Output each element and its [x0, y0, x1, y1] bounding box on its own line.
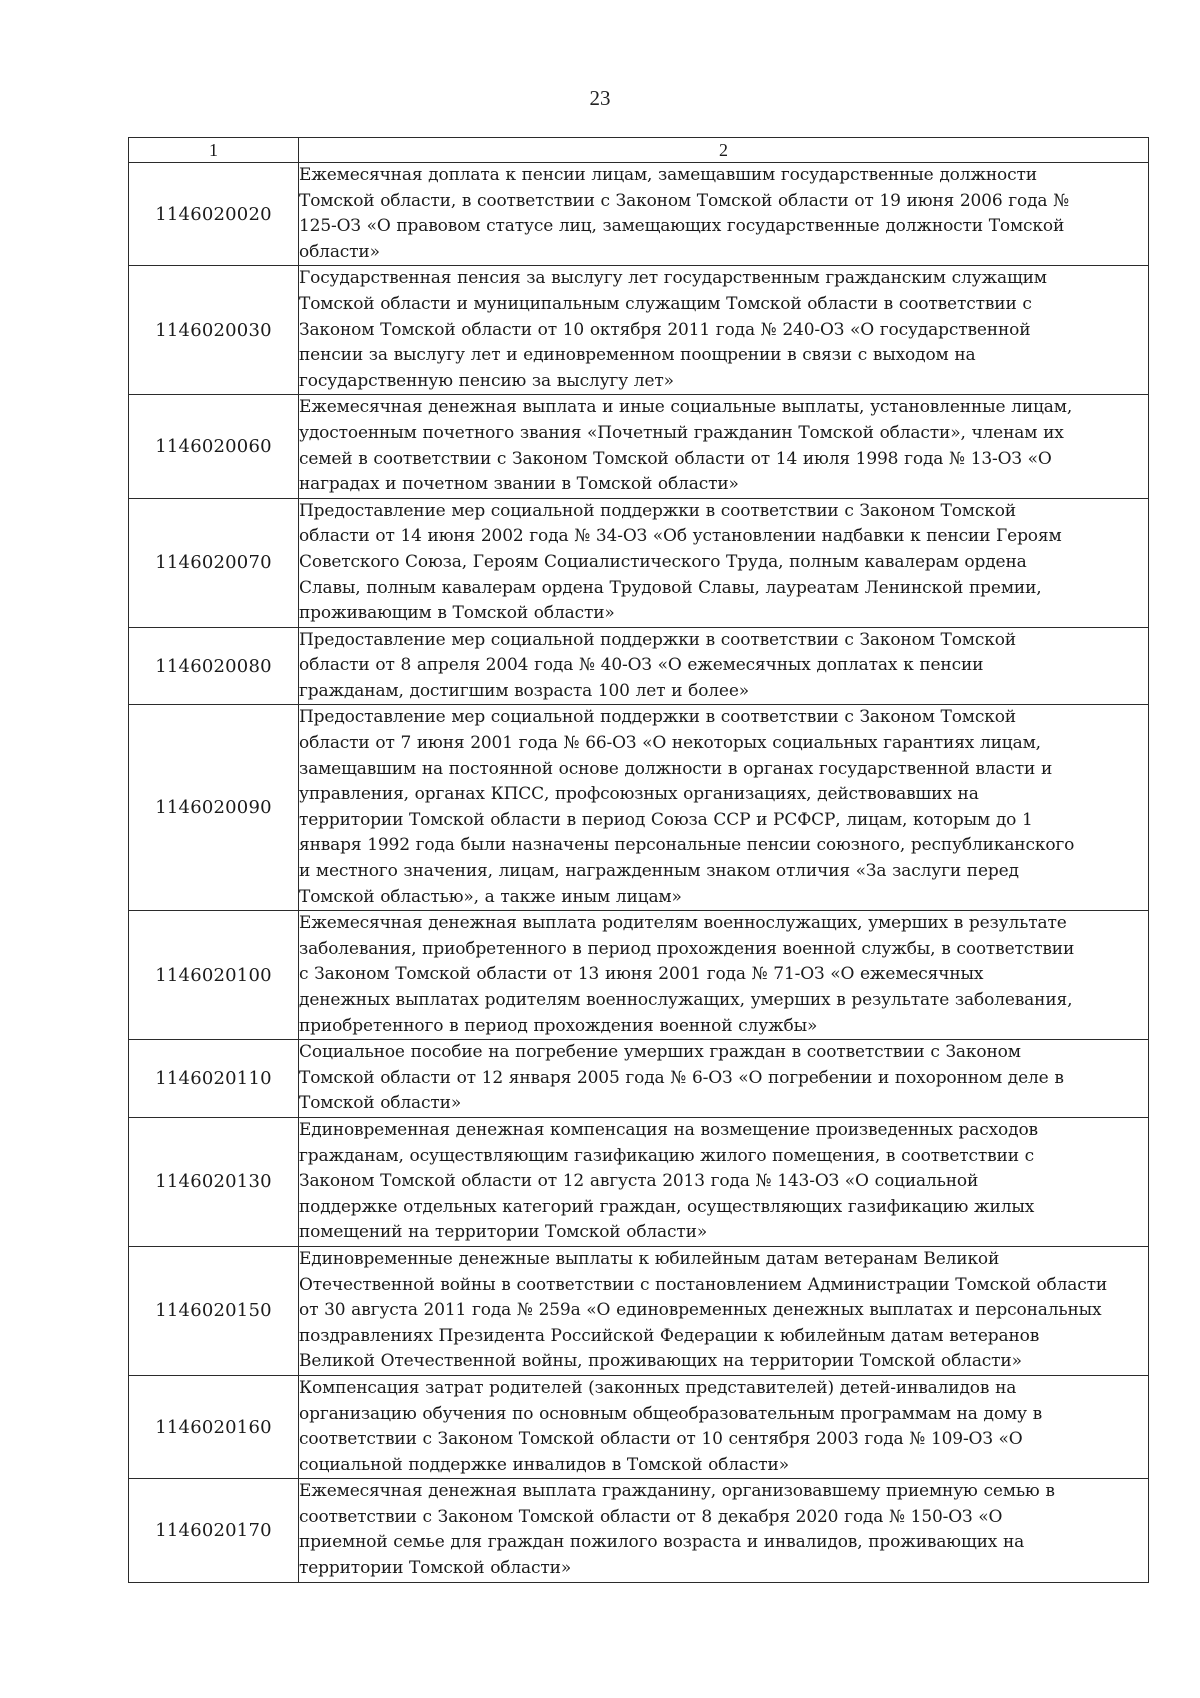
- table-row: [129, 911, 1149, 1040]
- table-row: [129, 163, 1149, 266]
- table-row: [129, 705, 1149, 911]
- description-line: соответствии с Законом Томской области от 8 декабря 2020 года № 150-ОЗ «О: [299, 1506, 1003, 1527]
- classification-code: 1146020080: [129, 627, 299, 705]
- description-line: приобретенного в период прохождения военной службы»: [299, 1015, 818, 1036]
- description-line: Отечественной войны в соответствии с постановлением Администрации Томской области: [299, 1274, 1108, 1295]
- description-line: Славы, полным кавалерам ордена Трудовой Славы, лауреатам Ленинской премии,: [299, 577, 1042, 598]
- column-header-description: 2: [299, 138, 1149, 163]
- description-line: Великой Отечественной войны, проживающих на территории Томской области»: [299, 1351, 1022, 1372]
- description-line: Законом Томской области от 10 октября 2011 года № 240-ОЗ «О государственной: [299, 319, 1031, 340]
- description-line: поддержке отдельных категорий граждан, осуществляющих газификацию жилых: [299, 1196, 1035, 1217]
- classification-description: [299, 163, 1149, 266]
- classification-description: [299, 627, 1149, 705]
- budget-classification-table: [128, 137, 1149, 1583]
- description-line: Компенсация затрат родителей (законных представителей) детей-инвалидов на: [299, 1377, 1017, 1398]
- description-line: Ежемесячная денежная выплата и иные социальные выплаты, установленные лицам,: [299, 397, 1073, 418]
- description-line: управления, органах КПСС, профсоюзных организациях, действовавших на: [299, 784, 979, 805]
- table-row: [129, 1117, 1149, 1246]
- description-line: гражданам, достигшим возраста 100 лет и более»: [299, 680, 749, 701]
- description-line: помещений на территории Томской области»: [299, 1222, 708, 1243]
- column-header-code: 1: [129, 138, 299, 163]
- description-line: Томской области и муниципальным служащим Томской области в соответствии с: [299, 293, 1032, 314]
- table-row: [129, 1479, 1149, 1582]
- classification-code: 1146020170: [129, 1479, 299, 1582]
- description-line: Единовременная денежная компенсация на возмещение произведенных расходов: [299, 1119, 1038, 1140]
- classification-code: 1146020060: [129, 395, 299, 498]
- description-line: области от 8 апреля 2004 года № 40-ОЗ «О ежемесячных доплатах к пенсии: [299, 655, 984, 676]
- classification-description: [299, 705, 1149, 911]
- description-line: Предоставление мер социальной поддержки в соответствии с Законом Томской: [299, 629, 1016, 650]
- table-body: [129, 163, 1149, 1583]
- description-line: Советского Союза, Героям Социалистического Труда, полным кавалерам ордена: [299, 551, 1027, 572]
- classification-code: 1146020030: [129, 266, 299, 395]
- description-line: области»: [299, 241, 380, 262]
- classification-description: [299, 911, 1149, 1040]
- classification-code: 1146020110: [129, 1040, 299, 1118]
- classification-code: 1146020020: [129, 163, 299, 266]
- classification-code: 1146020070: [129, 498, 299, 627]
- description-line: организацию обучения по основным общеобразовательным программам на дому в: [299, 1403, 1043, 1424]
- description-line: от 30 августа 2011 года № 259а «О единовременных денежных выплатах и персональных: [299, 1300, 1102, 1321]
- classification-code: 1146020100: [129, 911, 299, 1040]
- description-line: территории Томской области в период Союза ССР и РСФСР, лицам, которым до 1: [299, 809, 1033, 830]
- description-line: Законом Томской области от 12 августа 2013 года № 143-ОЗ «О социальной: [299, 1171, 979, 1192]
- description-line: Единовременные денежные выплаты к юбилейным датам ветеранам Великой: [299, 1248, 1000, 1269]
- table-row: [129, 1375, 1149, 1478]
- table-row: [129, 395, 1149, 498]
- description-line: приемной семье для граждан пожилого возраста и инвалидов, проживающих на: [299, 1532, 1025, 1553]
- description-line: и местного значения, лицам, награжденным знаком отличия «За заслуги перед: [299, 861, 1019, 882]
- classification-description: [299, 1040, 1149, 1118]
- description-line: с Законом Томской области от 13 июня 2001 года № 71-ОЗ «О ежемесячных: [299, 964, 984, 985]
- description-line: Предоставление мер социальной поддержки в соответствии с Законом Томской: [299, 500, 1016, 521]
- description-line: поздравлениях Президента Российской Федерации к юбилейным датам ветеранов: [299, 1325, 1040, 1346]
- description-line: Предоставление мер социальной поддержки в соответствии с Законом Томской: [299, 707, 1016, 728]
- page-number: 23: [589, 86, 611, 110]
- classification-description: [299, 1246, 1149, 1375]
- table-row: [129, 498, 1149, 627]
- description-line: Ежемесячная денежная выплата гражданину, организовавшему приемную семью в: [299, 1481, 1055, 1502]
- classification-description: [299, 498, 1149, 627]
- classification-description: [299, 1375, 1149, 1478]
- description-line: наградах и почетном звании в Томской области»: [299, 474, 739, 495]
- description-line: 125-ОЗ «О правовом статусе лиц, замещающих государственные должности Томской: [299, 216, 1065, 237]
- description-line: Социальное пособие на погребение умерших граждан в соответствии с Законом: [299, 1042, 1021, 1063]
- table-row: [129, 627, 1149, 705]
- description-line: области от 14 июня 2002 года № 34-ОЗ «Об установлении надбавки к пенсии Героям: [299, 526, 1062, 547]
- classification-code: 1146020090: [129, 705, 299, 911]
- classification-description: [299, 266, 1149, 395]
- description-line: области от 7 июня 2001 года № 66-ОЗ «О некоторых социальных гарантиях лицам,: [299, 733, 1041, 754]
- classification-description: [299, 395, 1149, 498]
- classification-code: 1146020130: [129, 1117, 299, 1246]
- description-line: января 1992 года были назначены персональные пенсии союзного, республиканского: [299, 835, 1075, 856]
- description-line: заболевания, приобретенного в период прохождения военной службы, в соответствии: [299, 938, 1075, 959]
- description-line: гражданам, осуществляющим газификацию жилого помещения, в соответствии с: [299, 1145, 1035, 1166]
- description-line: социальной поддержке инвалидов в Томской области»: [299, 1454, 789, 1475]
- table-row: [129, 266, 1149, 395]
- description-line: Томской области, в соответствии с Законом Томской области от 19 июня 2006 года №: [299, 190, 1070, 211]
- description-line: Томской области от 12 января 2005 года № 6-ОЗ «О погребении и похоронном деле в: [299, 1067, 1064, 1088]
- description-line: Государственная пенсия за выслугу лет государственным гражданским служащим: [299, 268, 1047, 289]
- table-row: [129, 1246, 1149, 1375]
- table-header-row: [129, 138, 1149, 163]
- description-line: семей в соответствии с Законом Томской области от 14 июля 1998 года № 13-ОЗ «О: [299, 448, 1052, 469]
- description-line: территории Томской области»: [299, 1558, 572, 1579]
- classification-code: 1146020160: [129, 1375, 299, 1478]
- description-line: пенсии за выслугу лет и единовременном поощрении в связи с выходом на: [299, 345, 976, 366]
- classification-description: [299, 1117, 1149, 1246]
- description-line: удостоенным почетного звания «Почетный гражданин Томской области», членам их: [299, 422, 1064, 443]
- description-line: Ежемесячная денежная выплата родителям военнослужащих, умерших в результате: [299, 913, 1067, 934]
- description-line: проживающим в Томской области»: [299, 603, 615, 624]
- description-line: Томской областью», а также иным лицам»: [299, 886, 682, 907]
- description-line: соответствии с Законом Томской области от 10 сентября 2003 года № 109-ОЗ «О: [299, 1429, 1023, 1450]
- description-line: Томской области»: [299, 1093, 462, 1114]
- description-line: замещавшим на постоянной основе должности в органах государственной власти и: [299, 758, 1053, 779]
- description-line: государственную пенсию за выслугу лет»: [299, 370, 674, 391]
- classification-description: [299, 1479, 1149, 1582]
- classification-code: 1146020150: [129, 1246, 299, 1375]
- description-line: денежных выплатах родителям военнослужащих, умерших в результате заболевания,: [299, 990, 1073, 1010]
- description-line: Ежемесячная доплата к пенсии лицам, замещавшим государственные должности: [299, 165, 1037, 185]
- table-row: [129, 1040, 1149, 1118]
